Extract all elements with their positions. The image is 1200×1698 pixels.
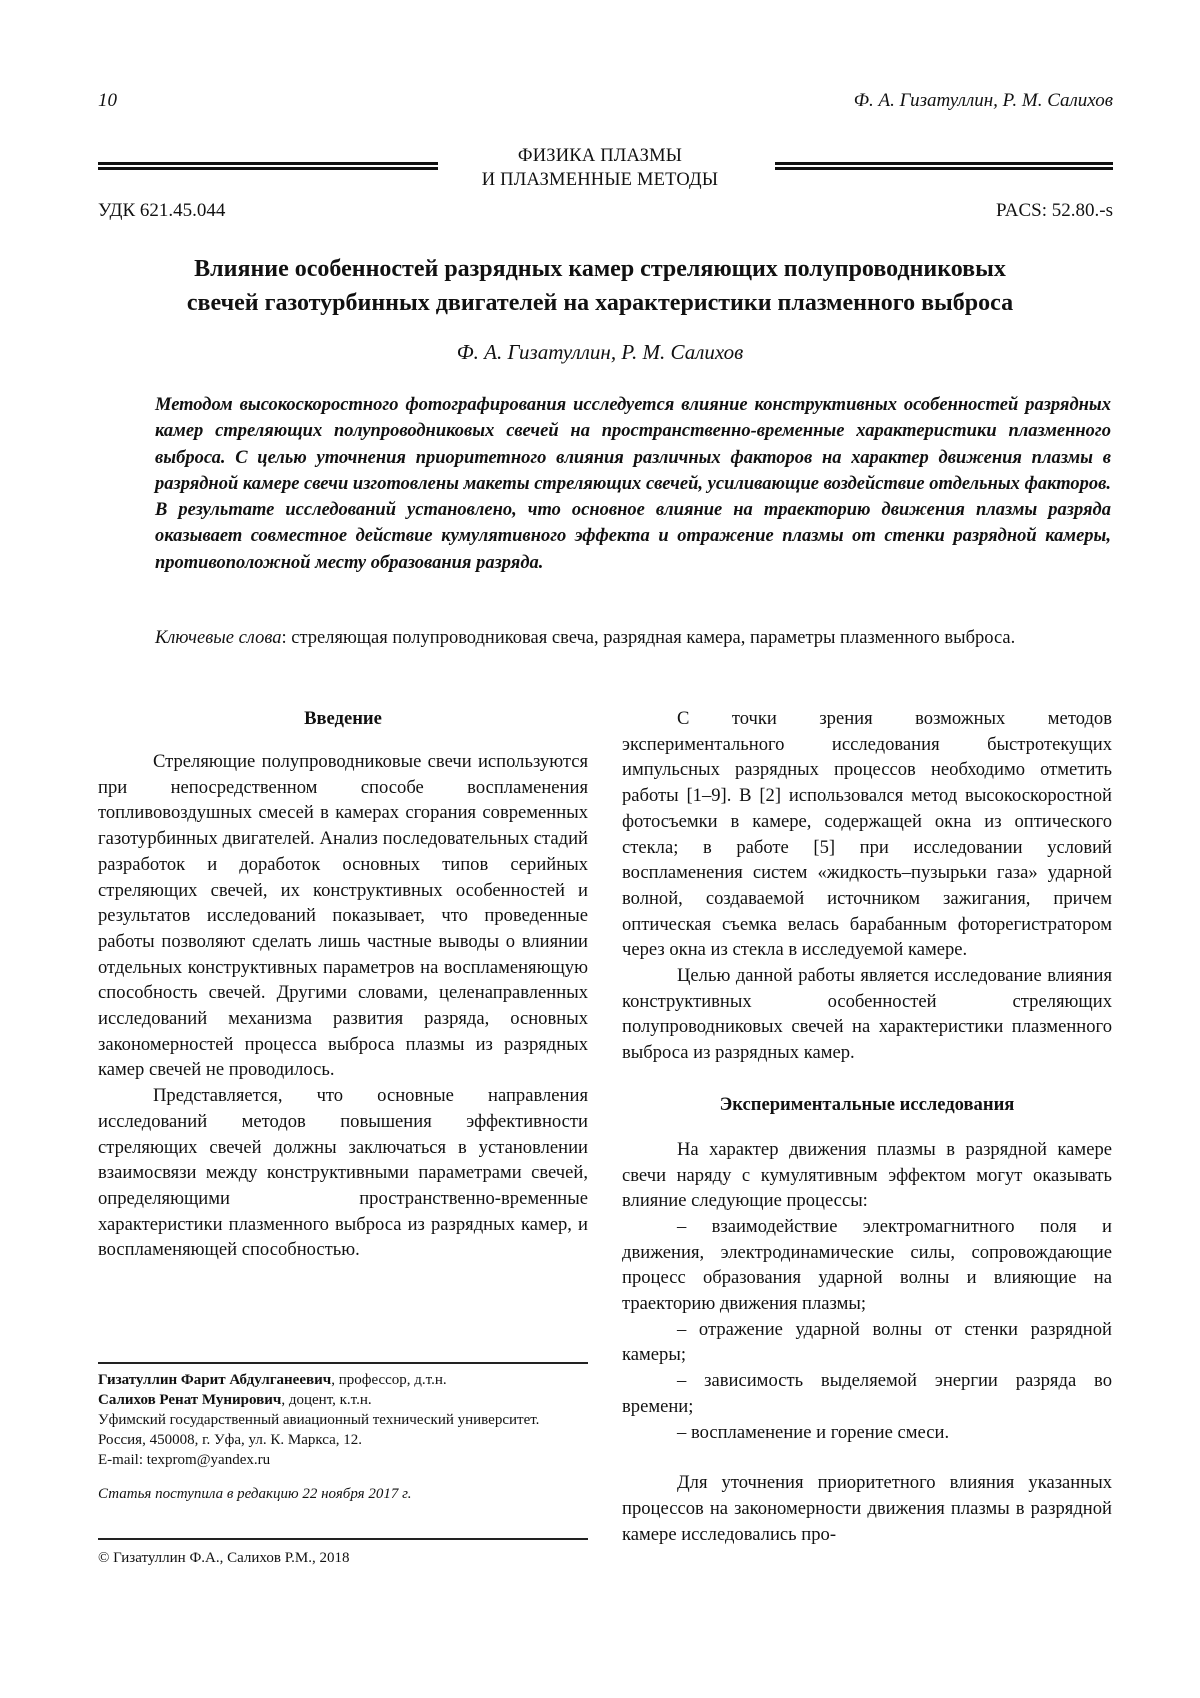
author1-rank: , профессор, д.т.н.: [331, 1372, 447, 1388]
keywords: [155, 626, 1111, 651]
affiliation: Уфимский государственный авиационный технический университет.: [98, 1412, 540, 1428]
list-item: – воспламенение и горение смеси.: [677, 1421, 950, 1443]
page-number: 10: [98, 90, 117, 111]
rubric-line2: И ПЛАЗМЕННЫЕ МЕТОДЫ: [481, 170, 719, 190]
list-item: – взаимодействие электромагнитного поля и движения, электродинамические силы, сопровождающие процесс образования ударной волны и влияющие на траекторию движения плазмы;: [622, 1215, 1112, 1315]
email: E-mail: texprom@yandex.ru: [98, 1452, 271, 1468]
paragraph: Целью данной работы является исследование влияния конструктивных особенностей стреляющих полупроводниковых свечей на характеристики плазменного выброса из разрядных камер.: [622, 965, 1112, 1064]
received-date: Статья поступила в редакцию 22 ноября 2017 г.: [98, 1486, 412, 1502]
udk-code: УДК 621.45.044: [98, 200, 226, 221]
author2-rank: , доцент, к.т.н.: [281, 1392, 372, 1408]
footnote-rule: [98, 1362, 588, 1364]
rubric-line1: ФИЗИКА ПЛАЗМЫ: [517, 146, 683, 166]
right-column: [622, 706, 1112, 1547]
address: Россия, 450008, г. Уфа, ул. К. Маркса, 12.: [98, 1432, 363, 1448]
author-footnote: [98, 1370, 588, 1504]
paragraph: Стреляющие полупроводниковые свечи используются при непосредственном способе воспламенения топливовоздушных смесей в камерах сгорания современных газотурбинных двигателей. Анализ последовательных стадий разработок и доработок основных типов серийных стреляющих свечей, их конструктивных особенностей и результатов исследований показывает, что проведенные работы позволяют сделать лишь частные выводы о влиянии отдельных конструктивных параметров на воспламеняющую способность свечей. Другими словами, целенаправленных исследований механизма развития разряда, основных закономерностей процесса выброса плазмы из разрядных камер свечей не проводилось.: [98, 751, 588, 1081]
abstract-text: Методом высокоскоростного фотографирования исследуется влияние конструктивных особенностей разрядных камер стреляющих полупроводниковых свечей на пространственно-временные характеристики плазменного выброса. С целью уточнения приоритетного влияния различных факторов на характер движения плазмы в разрядной камере свечи изготовлены макеты стреляющих свечей, усиливающие воздействие отдельных факторов. В результате исследований установлено, что основное влияние на траекторию движения плазмы разряда оказывает совместное действие кумулятивного эффекта и отражение плазмы от стенки разрядной камеры, противоположной месту образования разряда.: [155, 395, 1111, 573]
paragraph: Представляется, что основные направления исследований методов повышения эффективности стреляющих свечей должны заключаться в установлении взаимосвязи между конструктивными параметрами свечей, определяющими пространственно-временные характеристики плазменного выброса из разрядных камер, и воспламеняющей способностью.: [98, 1085, 588, 1261]
author2-name: Салихов Ренат Мунирович: [98, 1392, 282, 1408]
title-line2: свечей газотурбинных двигателей на характеристики плазменного выброса: [186, 290, 1014, 316]
author2-line: [98, 1390, 588, 1410]
intro-heading: Введение: [304, 708, 382, 729]
section-rubric: [0, 144, 1200, 192]
article-authors: Ф. А. Гизатуллин, Р. М. Салихов: [456, 340, 744, 364]
author1-name: Гизатуллин Фарит Абдулганеевич: [98, 1372, 332, 1388]
keywords-text: : стреляющая полупроводниковая свеча, разрядная камера, параметры плазменного выброса.: [281, 628, 1016, 648]
paragraph: С точки зрения возможных методов экспериментального исследования быстротекущих импульсных разрядных процессов необходимо отметить работы [1–9]. В [2] использовался метод высокоскоростной фотосъемки в камере, содержащей окна из оптического стекла; в работе [5] при исследовании условий воспламенения систем «жидкость–пузырьки газа» ударной волной, создаваемой источником зажигания, причем оптическая съемка велась барабанным фоторегистратором через окна из стекла в исследуемой камере.: [622, 708, 1112, 961]
abstract: [155, 392, 1111, 576]
copyright: © Гизатуллин Ф.А., Салихов Р.М., 2018: [98, 1550, 350, 1566]
author1-line: [98, 1370, 588, 1390]
paragraph: Для уточнения приоритетного влияния указанных процессов на закономерности движения плазмы в разрядной камере исследовались про-: [622, 1472, 1112, 1545]
title-line1: Влияние особенностей разрядных камер стреляющих полупроводниковых: [194, 256, 1006, 282]
left-column: [98, 706, 588, 1263]
pacs-code: PACS: 52.80.-s: [995, 200, 1113, 221]
experimental-heading: Экспериментальные исследования: [719, 1093, 1015, 1115]
paragraph: На характер движения плазмы в разрядной камере свечи наряду с кумулятивным эффектом могут оказывать влияние следующие процессы:: [622, 1138, 1112, 1212]
keywords-label: Ключевые слова: [155, 628, 282, 648]
article-title: [60, 252, 1140, 320]
list-item: – зависимость выделяемой энергии разряда во времени;: [622, 1370, 1112, 1417]
list-item: – отражение ударной волны от стенки разрядной камеры;: [622, 1318, 1112, 1366]
copyright-rule: [98, 1538, 588, 1540]
running-header-authors: Ф. А. Гизатуллин, Р. М. Салихов: [853, 90, 1113, 111]
